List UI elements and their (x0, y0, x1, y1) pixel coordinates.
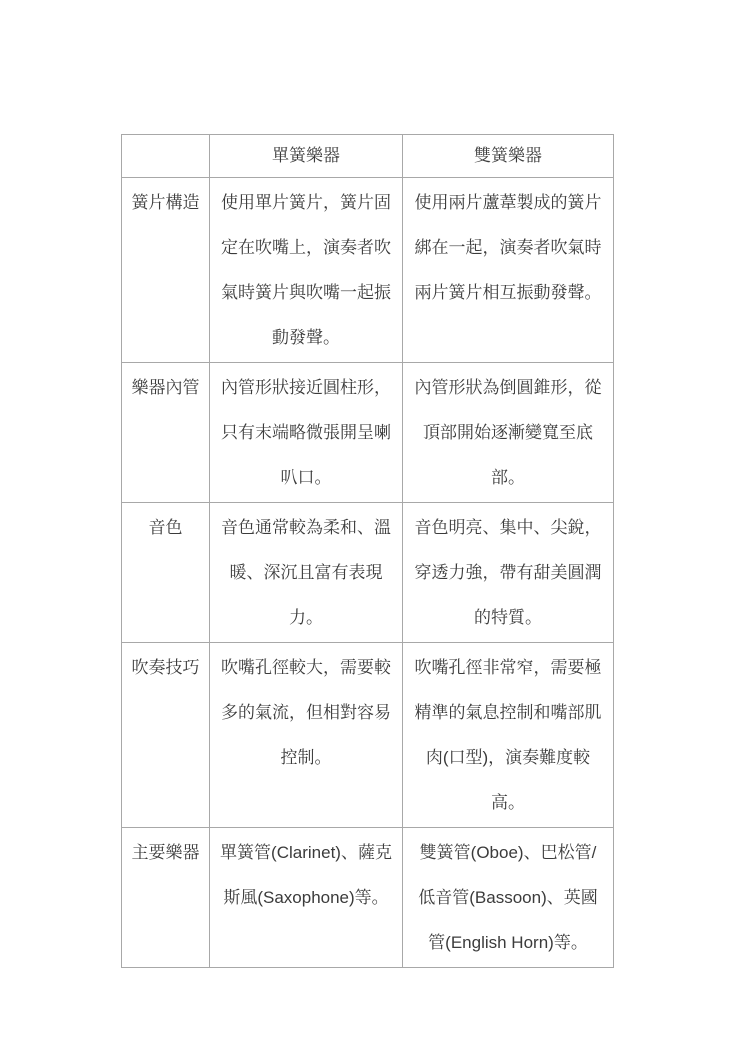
cell-single-reed: 單簧管(Clarinet)、薩克斯風(Saxophone)等。 (210, 828, 403, 968)
row-label: 音色 (122, 503, 210, 643)
table-row-bore-shape (122, 363, 614, 503)
reed-comparison-table (121, 134, 614, 968)
row-label: 吹奏技巧 (122, 643, 210, 828)
cell-single-reed: 吹嘴孔徑較大，需要較多的氣流，但相對容易控制。 (210, 643, 403, 828)
row-label: 樂器內管 (122, 363, 210, 503)
header-row (122, 135, 614, 178)
table-row-main-instruments (122, 828, 614, 968)
table-row-timbre (122, 503, 614, 643)
cell-single-reed: 使用單片簧片，簧片固定在吹嘴上，演奏者吹氣時簧片與吹嘴一起振動發聲。 (210, 178, 403, 363)
cell-double-reed: 雙簧管(Oboe)、巴松管/低音管(Bassoon)、英國管(English Horn)等。 (403, 828, 614, 968)
reed-comparison-table-container (121, 134, 614, 968)
table-row-blowing-technique (122, 643, 614, 828)
cell-double-reed: 音色明亮、集中、尖銳，穿透力強，帶有甜美圓潤的特質。 (403, 503, 614, 643)
corner-cell (122, 135, 210, 178)
column-header-double-reed: 雙簧樂器 (403, 135, 614, 178)
row-label: 簧片構造 (122, 178, 210, 363)
cell-single-reed: 音色通常較為柔和、溫暖、深沉且富有表現力。 (210, 503, 403, 643)
cell-double-reed: 使用兩片蘆葦製成的簧片綁在一起，演奏者吹氣時兩片簧片相互振動發聲。 (403, 178, 614, 363)
row-label: 主要樂器 (122, 828, 210, 968)
table-row-reed-structure (122, 178, 614, 363)
cell-single-reed: 內管形狀接近圓柱形，只有末端略微張開呈喇叭口。 (210, 363, 403, 503)
column-header-single-reed: 單簧樂器 (210, 135, 403, 178)
cell-double-reed: 內管形狀為倒圓錐形，從頂部開始逐漸變寬至底部。 (403, 363, 614, 503)
cell-double-reed: 吹嘴孔徑非常窄，需要極精準的氣息控制和嘴部肌肉(口型)，演奏難度較高。 (403, 643, 614, 828)
